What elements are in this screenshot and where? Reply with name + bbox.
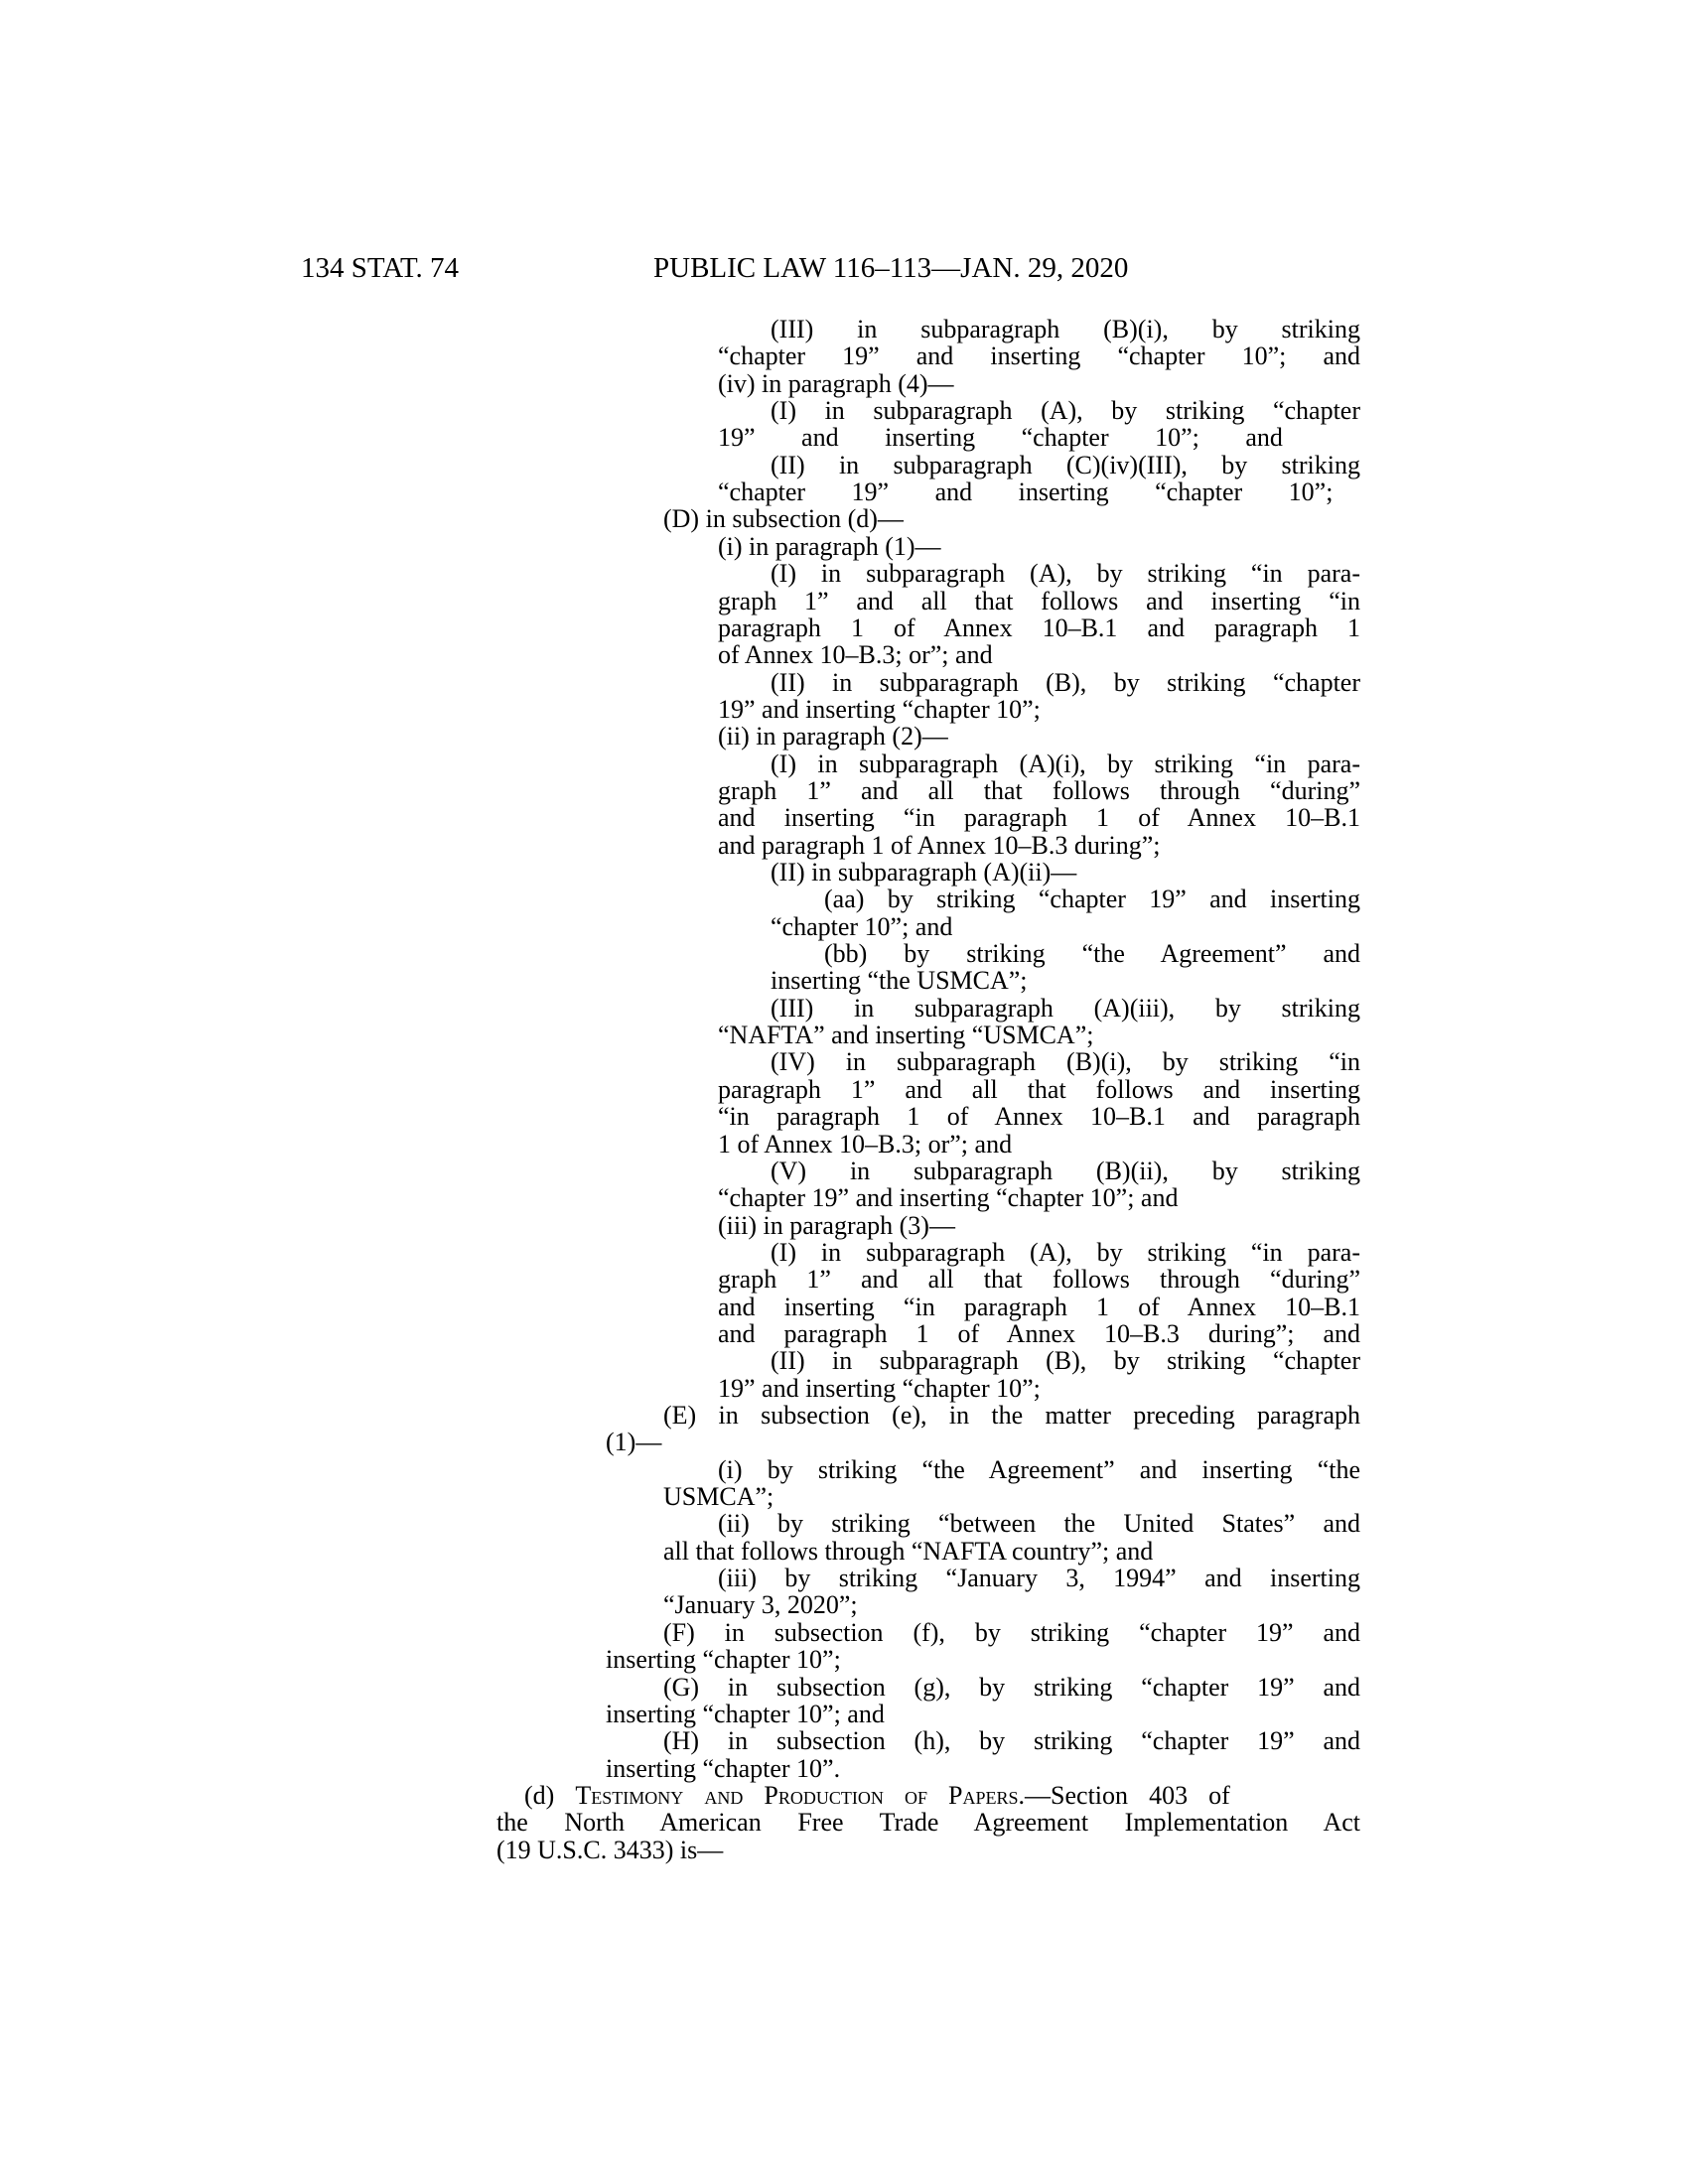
statute-text-line: “chapter 19” and inserting “chapter 10”; and (718, 1183, 1179, 1213)
subsection-d-designator: (d) (524, 1780, 555, 1810)
statute-text-line: 1 of Annex 10–B.3; or”; and (718, 1129, 1013, 1159)
statute-text-line: (F) in subsection (f), by striking “chapter 19” and (663, 1617, 1360, 1647)
statute-text-line: graph 1” and all that follows through “during” (718, 1265, 1360, 1295)
statute-text-line: “in paragraph 1 of Annex 10–B.1 and paragraph (718, 1102, 1360, 1132)
statute-text-line: (I) in subparagraph (A), by striking “chapter (771, 396, 1360, 426)
statute-text-line: (aa) by striking “chapter 19” and inserting (824, 885, 1360, 914)
statute-text-line: (II) in subparagraph (B), by striking “chapter (771, 1346, 1360, 1376)
statute-text-line: (III) in subparagraph (B)(i), by striking (771, 315, 1360, 343)
statute-text-line: and inserting “in paragraph 1 of Annex 10–B.1 (718, 1292, 1360, 1321)
statute-text-line: (II) in subparagraph (C)(iv)(III), by striking (771, 450, 1360, 479)
statute-text-line: (i) in paragraph (1)— (718, 531, 941, 561)
statute-text-line: “chapter 19” and inserting “chapter 10”; and (718, 341, 1360, 371)
statute-text-line: inserting “chapter 10”; (606, 1645, 841, 1675)
statute-text-line: and inserting “in paragraph 1 of Annex 10–B.1 (718, 803, 1360, 833)
statute-text-line: (iii) by striking “January 3, 1994” and inserting (718, 1564, 1360, 1593)
statute-text-line: paragraph 1 of Annex 10–B.1 and paragraph 1 (718, 613, 1360, 642)
public-law-title: PUBLIC LAW 116–113—JAN. 29, 2020 (653, 252, 1129, 284)
statute-text-line: (iii) in paragraph (3)— (718, 1210, 955, 1240)
statute-text-line: graph 1” and all that follows through “during” (718, 775, 1360, 805)
statute-text-line: 19” and inserting “chapter 10”; (718, 1373, 1041, 1403)
statute-text-line: all that follows through “NAFTA country”; and (663, 1536, 1154, 1566)
subsection-d-line-2: the North American Free Trade Agreement Implementation Act (496, 1808, 1360, 1838)
statute-text-line: (IV) in subparagraph (B)(i), by striking “in (771, 1047, 1360, 1077)
statute-text-line: USMCA”; (663, 1482, 774, 1512)
statute-text-line: (1)— (606, 1428, 662, 1457)
statute-text-line: inserting “chapter 10”; and (606, 1699, 885, 1728)
statute-text-line: 19” and inserting “chapter 10”; and (718, 423, 1283, 453)
statute-text-line: inserting “the USMCA”; (771, 966, 1028, 996)
statute-text-line: (iv) in paragraph (4)— (718, 368, 954, 398)
statute-text-line: graph 1” and all that follows and inserting “in (718, 586, 1360, 615)
statute-text-line: 19” and inserting “chapter 10”; (718, 694, 1041, 724)
statute-text-line: (I) in subparagraph (A)(i), by striking “in para- (771, 749, 1360, 778)
statute-text-line: (E) in subsection (e), in the matter preceding paragraph (663, 1401, 1360, 1430)
statute-text-line: (H) in subsection (h), by striking “chapter 19” and (663, 1726, 1360, 1756)
subsection-d-heading: Testimony and Production of Papers (575, 1780, 1019, 1810)
statute-text-line: (ii) in paragraph (2)— (718, 722, 948, 751)
statute-text-line: and paragraph 1 of Annex 10–B.3 during”; (718, 830, 1161, 860)
statute-text-line: (I) in subparagraph (A), by striking “in para- (771, 1237, 1360, 1267)
statute-text-line: “chapter 10”; and (771, 911, 953, 941)
statute-text-line: “NAFTA” and inserting “USMCA”; (718, 1021, 1094, 1050)
statute-text-line: (G) in subsection (g), by striking “chapter 19” and (663, 1672, 1360, 1702)
statute-text-line: (bb) by striking “the Agreement” and (824, 939, 1360, 969)
subsection-d-text-1: .—Section 403 of (1018, 1780, 1230, 1810)
statute-text-line: (ii) by striking “between the United States” and (718, 1509, 1360, 1539)
statute-text-line: (II) in subparagraph (B), by striking “chapter (771, 667, 1360, 697)
statute-text-line: “chapter 19” and inserting “chapter 10”; (718, 478, 1334, 507)
statute-text-line: (V) in subparagraph (B)(ii), by striking (771, 1156, 1360, 1185)
stat-page-reference: 134 STAT. 74 (301, 252, 460, 284)
statute-text-line: (III) in subparagraph (A)(iii), by striking (771, 993, 1360, 1023)
statute-text-line: (I) in subparagraph (A), by striking “in para- (771, 559, 1360, 589)
running-header (0, 248, 1688, 288)
statute-text-line: (D) in subsection (d)— (663, 504, 904, 534)
statute-text-line: and paragraph 1 of Annex 10–B.3 during”; and (718, 1318, 1360, 1348)
statute-text-line: (II) in subparagraph (A)(ii)— (771, 858, 1077, 887)
statute-text-line: (i) by striking “the Agreement” and inserting “the (718, 1454, 1360, 1484)
statute-text-line: “January 3, 2020”; (663, 1590, 858, 1620)
subsection-d-line-3: (19 U.S.C. 3433) is— (496, 1835, 724, 1864)
statute-text-line: of Annex 10–B.3; or”; and (718, 640, 993, 670)
statute-text-line: inserting “chapter 10”. (606, 1753, 841, 1783)
statute-text-line: paragraph 1” and all that follows and inserting (718, 1074, 1360, 1104)
subsection-d-line-1 (524, 1782, 1360, 1810)
